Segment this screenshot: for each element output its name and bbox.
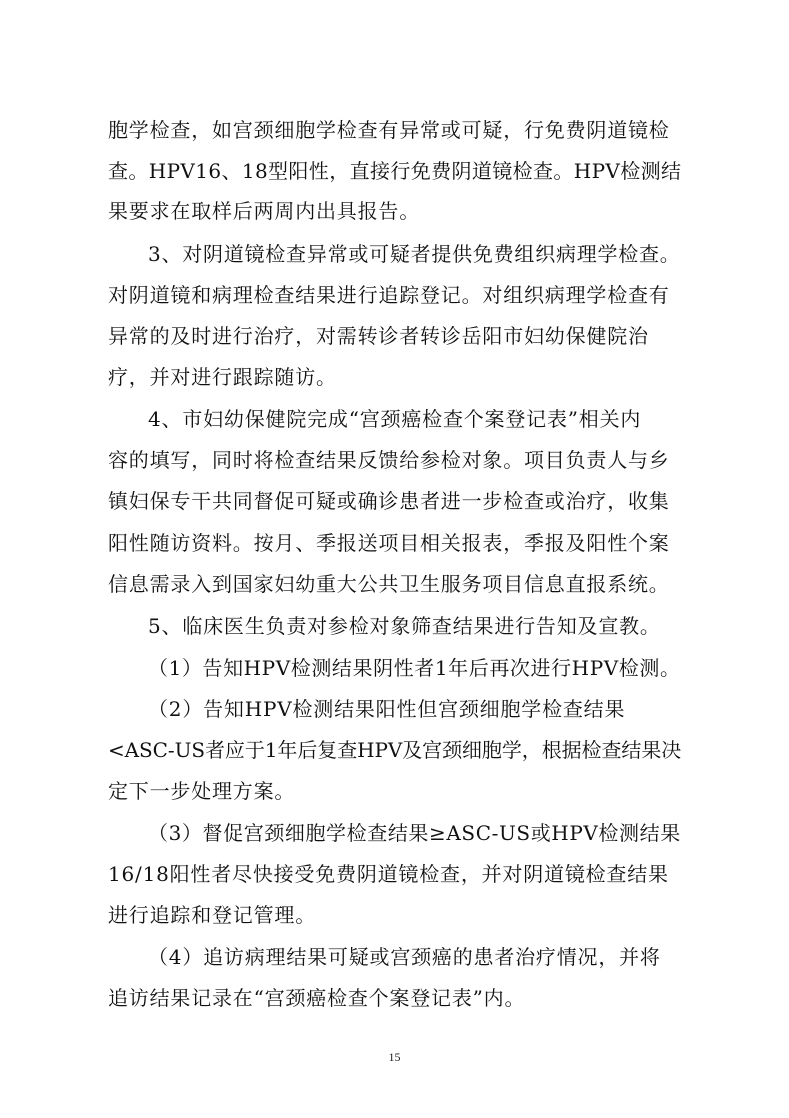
text-line: 对阴道镜和病理检查结果进行追踪登记。对组织病理学检查有 [108,283,670,307]
text-line: 16/18阳性者尽快接受免费阴道镜检查，并对阴道镜检查结果 [108,862,669,886]
text-line: （3）督促宫颈细胞学检查结果≥ASC-US或HPV检测结果 [148,821,681,845]
text-line: 5、临床医生负责对参检对象筛查结果进行告知及宣教。 [148,614,661,638]
text-line: 4、市妇幼保健院完成“宫颈癌检查个案登记表”相关内 [148,407,642,431]
text-line: 疗，并对进行跟踪随访。 [108,365,337,389]
text-line: 容的填写，同时将检查结果反馈给参检对象。项目负责人与乡 [108,448,670,472]
page-number: 15 [388,1050,401,1064]
text-line: 3、对阴道镜检查异常或可疑者提供免费组织病理学检查。 [148,242,681,266]
text-line: 镇妇保专干共同督促可疑或确诊患者进一步检查或治疗，收集 [108,489,670,513]
text-line: <ASC-US者应于1年后复查HPV及宫颈细胞学，根据检查结果决 [108,738,681,762]
text-line: 追访结果记录在“宫颈癌检查个案登记表”内。 [108,986,526,1010]
text-line: 查。HPV16、18型阳性，直接行免费阴道镜检查。HPV检测结 [108,159,681,183]
text-line: 果要求在取样后两周内出具报告。 [108,199,420,223]
text-line: 信息需录入到国家妇幼重大公共卫生服务项目信息直报系统。 [108,572,670,596]
text-line: 进行追踪和登记管理。 [108,903,316,927]
text-line: 阳性随访资料。按月、季报送项目相关报表，季报及阳性个案 [108,531,670,555]
text-line: （2）告知HPV检测结果阳性但宫颈细胞学检查结果 [148,697,626,721]
text-line: 胞学检查，如宫颈细胞学检查有异常或可疑，行免费阴道镜检 [108,118,670,142]
text-line: 定下一步处理方案。 [108,779,296,803]
text-line: 异常的及时进行治疗，对需转诊者转诊岳阳市妇幼保健院治 [108,324,649,348]
text-line: （4）追访病理结果可疑或宫颈癌的患者治疗情况，并将 [148,945,661,969]
text-line: （1）告知HPV检测结果阴性者1年后再次进行HPV检测。 [148,656,681,680]
